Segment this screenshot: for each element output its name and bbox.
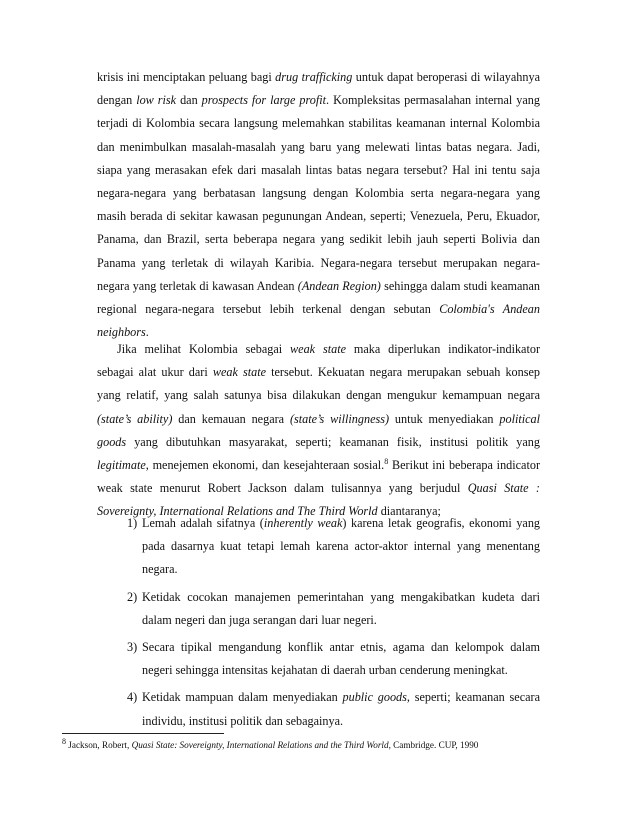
text-run: ) karena letak geografis, ekonomi yang pada dasarnya kuat tetapi lemah karena actor-aktor internal yang menentang negara. [142, 516, 541, 577]
text-run: krisis ini menciptakan peluang bagi [97, 70, 276, 84]
text-run: dan kemauan negara [172, 411, 290, 426]
italic-term: drug trafficking [275, 70, 353, 84]
text-run: Jackson, Robert, [66, 740, 132, 750]
footnote-number: 8 [62, 736, 66, 746]
footnote-divider [62, 733, 224, 734]
italic-term: weak state [290, 342, 346, 356]
paragraph-1 [97, 66, 540, 344]
text-run: untuk dapat beroperasi di wilayahnya dengan [97, 70, 540, 108]
italic-term: political goods [97, 411, 541, 449]
text-run: Ketidak mampuan dalam menyediakan [142, 690, 343, 705]
text-run: Jika melihat Kolombia sebagai [117, 342, 291, 356]
list-item [97, 636, 540, 682]
footnote [62, 736, 562, 752]
italic-term: Colombia's Andean neighbors [97, 302, 540, 340]
text-run: . Kompleksitas permasalahan internal yang terjadi di Kolombia secara langsung melemahkan stabilitas keamanan internal Kolombia dan menimbulkan masalah-masalah yang baru yang melewati lintas batas negara. Jadi, siapa yang merasakan efek dari masalah lintas batas negara tersebut? Hal ini tentu saja negara-negara yang berbatasan langsung dengan Kolombia serta negara-negara yang masih berada di sekitar kawasan pegunungan Andean, seperti; Venezuela, Peru, Ekuador, Panama, dan Brazil, serta beberapa negara yang sedikit lebih jauh seperti Bolivia dan Panama yang terletak di wilayah Karibia. Negara-negara tersebut merupakan negara-negara yang terletak di kawasan Andean [97, 93, 540, 293]
text-run: , seperti; keamanan secara individu, institusi politik dan sebagainya. [142, 690, 540, 728]
text-run: yang dibutuhkan masyarakat, seperti; keamanan fisik, institusi politik yang [126, 434, 540, 449]
list-number: 2) [127, 589, 138, 604]
italic-term: Quasi State: Sovereignty, International Relations and the Third World [131, 740, 389, 750]
text-run: maka diperlukan indikator-indikator sebagai alat ukur dari [97, 342, 540, 380]
italic-term: (state’s willingness) [289, 411, 390, 426]
text-run: Secara tipikal mengandung konflik antar etnis, agama dan kelompok dalam negeri sehingga intensitas kejahatan di daerah urban cenderung meningkat. [142, 640, 540, 678]
italic-term: weak state [212, 365, 267, 380]
list-item [97, 512, 540, 582]
list-number: 1) [127, 516, 138, 530]
list-number: 4) [127, 690, 138, 705]
italic-term: Quasi State : Sovereignty, International Relations and The Third World [97, 481, 540, 519]
paragraph-2 [97, 338, 540, 524]
italic-term: (Andean Region) [297, 278, 381, 293]
italic-term: inherently weak [263, 516, 343, 530]
text-run: sehingga dalam studi keamanan regional negara-negara tersebut lebih terkenal dengan sebutan [97, 278, 541, 317]
italic-term: low risk [136, 93, 177, 108]
text-run: untuk menyediakan [389, 411, 500, 426]
italic-term: (state’s ability) [97, 411, 173, 426]
indicator-list [97, 512, 540, 737]
text-run: tersebut. Kekuatan negara merupakan sebuah konsep yang relatif, yang salah satunya bisa dilakukan dengan mengukur kemampuan negara [97, 365, 540, 403]
list-item [97, 586, 540, 632]
text-run: . [145, 325, 149, 340]
text-run: , menejemen ekonomi, dan kesejahteraan sosial. [145, 458, 385, 473]
list-number: 3) [127, 640, 138, 655]
text-run: Lemah adalah sifatnya ( [142, 516, 264, 530]
italic-term: public goods [342, 690, 407, 705]
footnote-reference[interactable]: 8 [384, 456, 389, 466]
italic-term: prospects for large profit [201, 93, 327, 108]
italic-term: legitimate [97, 458, 146, 473]
text-run: Berikut ini beberapa indicator weak state menurut Robert Jackson dalam tulisannya yang berjudul [97, 458, 540, 496]
text-run: diantaranya; [377, 504, 441, 519]
text-run: dan [176, 93, 202, 108]
text-run: , Cambridge. CUP, 1990 [388, 740, 479, 750]
list-item [97, 686, 540, 732]
text-run: Ketidak cocokan manajemen pemerintahan yang mengakibatkan kudeta dari dalam negeri dan juga serangan dari luar negeri. [142, 589, 540, 627]
